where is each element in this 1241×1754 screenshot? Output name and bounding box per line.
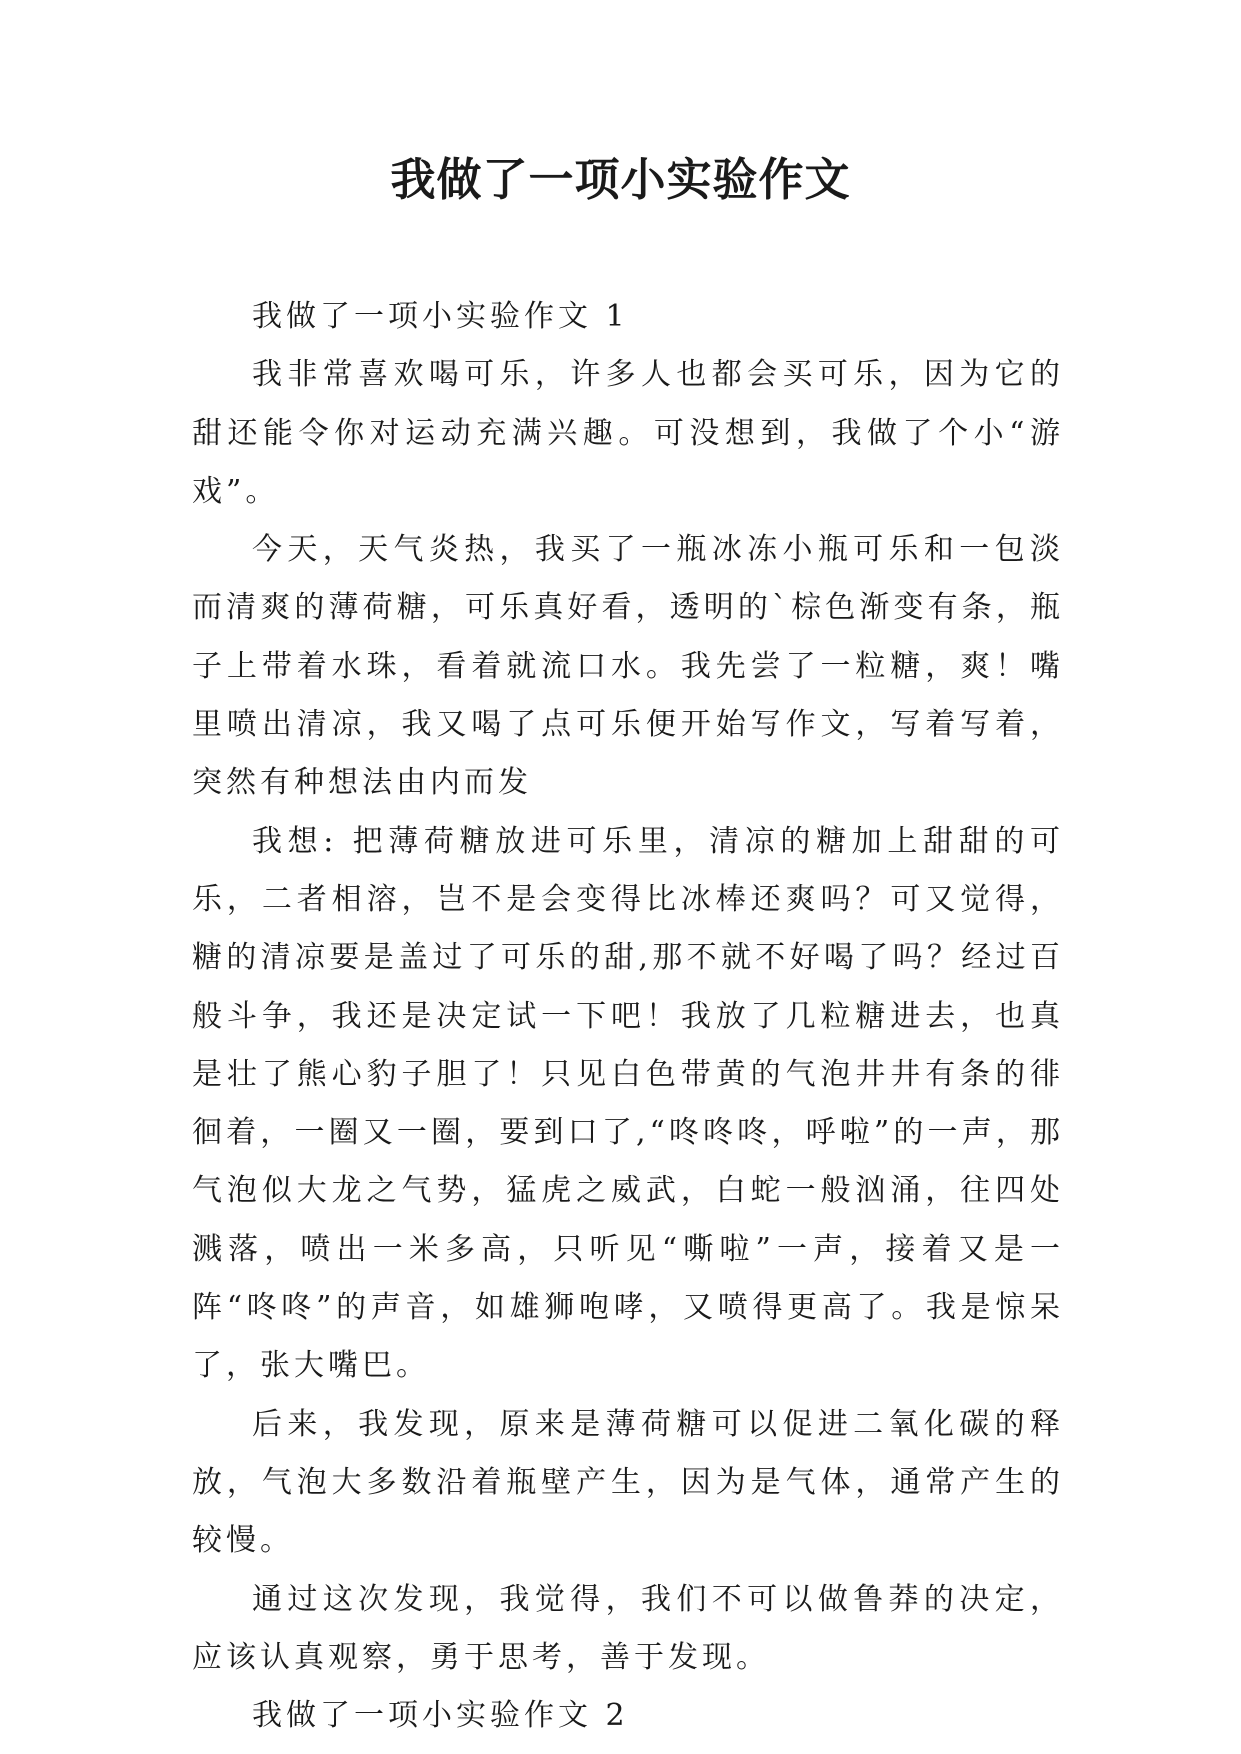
essay-heading-1: 我做了一项小实验作文 1 — [252, 299, 629, 334]
paragraph-weather: 今天，天气炎热，我买了一瓶冰冻小瓶可乐和一包淡而清爽的薄荷糖，可乐真好看，透明的`棕色渐变有条，瓶子上带着水珠，看着就流口水。我先尝了一粒糖，爽！嘴里喷出清凉，我又喝了点可乐便开始写作文，写着写着，突然有种想法由内而发 — [192, 532, 1064, 801]
paragraph-conclusion: 通过这次发现，我觉得，我们不可以做鲁莽的决定，应该认真观察，勇于思考，善于发现。 — [192, 1581, 1064, 1675]
paragraph-intro: 我非常喜欢喝可乐，许多人也都会买可乐，因为它的甜还能令你对运动充满兴趣。可没想到，我做了个小“游戏”。 — [192, 357, 1064, 509]
essay-heading-2: 我做了一项小实验作文 2 — [252, 1698, 629, 1734]
paragraph-experiment: 我想: 把薄荷糖放进可乐里，清凉的糖加上甜甜的可乐，二者相溶，岂不是会变得比冰棒还爽吗？可又觉得，糖的清凉要是盖过了可乐的甜,那不就不好喝了吗？经过百般斗争，我还是决定试一下吧！我放了几粒糖进去，也真是壮了熊心豹子胆了！只见白色带黄的气泡井井有条的徘徊着，一圈又一圈，要到口了,“咚咚咚，呼啦”的一声，那气泡似大龙之气势，猛虎之威武，白蛇一般汹涌，往四处溅落，喷出一米多高，只听见“嘶啦”一声，接着又是一阵“咚咚”的声音，如雄狮咆哮，又喷得更高了。我是惊呆了，张大嘴巴。 — [192, 823, 1064, 1384]
document-body — [192, 288, 1064, 1745]
document-title: 我做了一项小实验作文 — [390, 153, 851, 206]
paragraph-discovery: 后来，我发现，原来是薄荷糖可以促进二氧化碳的释放，气泡大多数沿着瓶壁产生，因为是气体，通常产生的较慢。 — [192, 1406, 1064, 1559]
